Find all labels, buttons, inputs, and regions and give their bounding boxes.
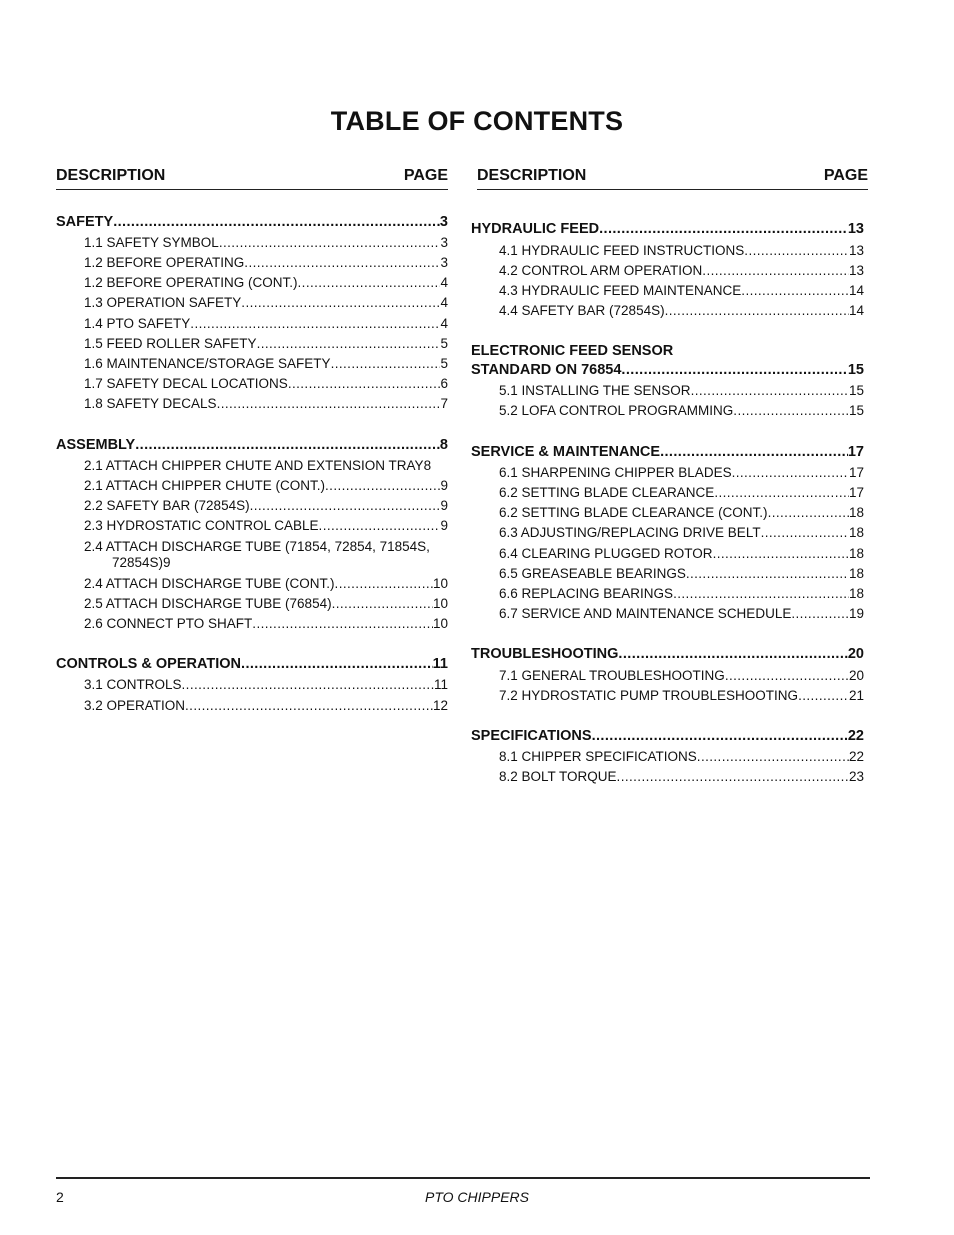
entry-page: 3 <box>439 214 448 230</box>
entry-page: 21 <box>848 688 864 703</box>
toc-entry[interactable] <box>499 383 864 398</box>
entry-label: 8.2 BOLT TORQUE <box>499 769 617 784</box>
toc-entry[interactable] <box>499 749 864 764</box>
entry-page: 5 <box>440 336 448 351</box>
page-header: PAGE <box>403 167 448 184</box>
toc-entry[interactable] <box>84 698 448 713</box>
toc-entry[interactable] <box>84 396 448 411</box>
dot-leader <box>744 243 849 258</box>
toc-section-entry[interactable] <box>56 214 448 230</box>
entry-label: ASSEMBLY <box>56 437 136 453</box>
dot-leader <box>617 769 849 784</box>
entry-page: 12 <box>432 698 448 713</box>
dot-leader <box>725 668 849 683</box>
dot-leader <box>217 396 441 411</box>
entry-page: 10 <box>432 596 448 611</box>
entry-label: 2.3 HYDROSTATIC CONTROL CABLE <box>84 518 319 533</box>
entry-label: 5.1 INSTALLING THE SENSOR <box>499 383 691 398</box>
dot-leader <box>331 356 441 371</box>
entry-label: 1.4 PTO SAFETY <box>84 316 191 331</box>
right-column-header <box>477 166 868 190</box>
entry-page: 14 <box>848 303 864 318</box>
dot-leader <box>288 376 441 391</box>
entry-page: 10 <box>432 616 448 631</box>
entry-page: 3 <box>440 235 448 250</box>
entry-label: SAFETY <box>56 214 114 230</box>
entry-label: 6.6 REPLACING BEARINGS <box>499 586 674 601</box>
entry-label: 2.4 ATTACH DISCHARGE TUBE (CONT.) <box>84 576 335 591</box>
entry-label: 4.2 CONTROL ARM OPERATION <box>499 263 703 278</box>
toc-entry[interactable] <box>499 505 864 520</box>
entry-page: 18 <box>848 566 864 581</box>
entry-label: 6.2 SETTING BLADE CLEARANCE <box>499 485 715 500</box>
entry-page: 15 <box>848 403 864 418</box>
entry-page: 9 <box>440 518 448 533</box>
toc-entry[interactable] <box>84 275 448 290</box>
entry-label: 2.1 ATTACH CHIPPER CHUTE (CONT.) <box>84 478 326 493</box>
entry-page: 20 <box>847 646 864 662</box>
entry-page: 19 <box>848 606 864 621</box>
toc-entry[interactable] <box>84 596 448 611</box>
dot-leader <box>660 444 848 460</box>
entry-label: 2.5 ATTACH DISCHARGE TUBE (76854) <box>84 596 332 611</box>
description-header: DESCRIPTION <box>56 167 166 184</box>
toc-entry[interactable] <box>499 586 864 601</box>
dot-leader <box>791 606 849 621</box>
entry-label: 1.2 BEFORE OPERATING (CONT.) <box>84 275 298 290</box>
entry-page: 13 <box>848 263 864 278</box>
toc-entry[interactable]: 2.1 ATTACH CHIPPER CHUTE AND EXTENSION TRAY8 <box>84 458 432 473</box>
toc-entry[interactable] <box>84 255 448 270</box>
entry-label: 6.1 SHARPENING CHIPPER BLADES <box>499 465 732 480</box>
entry-page: 4 <box>440 295 448 310</box>
entry-label: 7.1 GENERAL TROUBLESHOOTING <box>499 668 725 683</box>
entry-page: 18 <box>848 525 864 540</box>
entry-page: 15 <box>847 362 864 378</box>
entry-label: 5.2 LOFA CONTROL PROGRAMMING <box>499 403 734 418</box>
dot-leader <box>733 403 849 418</box>
dot-leader <box>665 303 849 318</box>
toc-entry[interactable] <box>499 303 864 318</box>
dot-leader <box>768 505 849 520</box>
dot-leader <box>325 478 440 493</box>
left-column-header <box>56 166 448 190</box>
entry-label: STANDARD ON 76854 <box>471 362 622 378</box>
toc-section-entry[interactable] <box>471 362 864 378</box>
toc-section-entry[interactable] <box>56 437 448 453</box>
toc-entry[interactable] <box>84 376 448 391</box>
dot-leader <box>335 576 433 591</box>
entry-page: 15 <box>848 383 864 398</box>
dot-leader <box>185 698 433 713</box>
entry-label: 4.1 HYDRAULIC FEED INSTRUCTIONS <box>499 243 745 258</box>
entry-page: 4 <box>440 316 448 331</box>
dot-leader <box>702 263 849 278</box>
toc-entry[interactable] <box>499 263 864 278</box>
entry-page: 3 <box>440 255 448 270</box>
toc-section-entry[interactable] <box>56 656 448 672</box>
entry-label: 1.1 SAFETY SYMBOL <box>84 235 219 250</box>
entry-label: 6.3 ADJUSTING/REPLACING DRIVE BELT <box>499 525 761 540</box>
entry-label: 1.6 MAINTENANCE/STORAGE SAFETY <box>84 356 331 371</box>
toc-entry[interactable] <box>84 336 448 351</box>
dot-leader <box>319 518 441 533</box>
toc-entry[interactable] <box>84 616 448 631</box>
dot-leader <box>599 221 848 237</box>
entry-page: 11 <box>433 677 448 692</box>
entry-label: SPECIFICATIONS <box>471 728 592 744</box>
dot-leader <box>113 214 440 230</box>
toc-entry[interactable] <box>499 546 864 561</box>
dot-leader <box>741 283 849 298</box>
description-header: DESCRIPTION <box>477 167 587 184</box>
dot-leader <box>135 437 440 453</box>
entry-page: 17 <box>847 444 864 460</box>
toc-entry[interactable]: 2.4 ATTACH DISCHARGE TUBE (71854, 72854, 71854S, <box>84 539 430 554</box>
toc-section-entry[interactable]: ELECTRONIC FEED SENSOR <box>471 343 674 359</box>
entry-page: 14 <box>848 283 864 298</box>
entry-page: 17 <box>848 485 864 500</box>
dot-leader <box>621 362 847 378</box>
toc-entry[interactable] <box>499 668 864 683</box>
entry-label: 1.3 OPERATION SAFETY <box>84 295 242 310</box>
entry-page: 4 <box>440 275 448 290</box>
dot-leader <box>592 728 848 744</box>
toc-entry-continuation: 72854S)9 <box>112 555 171 570</box>
entry-page: 6 <box>440 376 448 391</box>
entry-page: 10 <box>432 576 448 591</box>
dot-leader <box>298 275 441 290</box>
entry-page: 13 <box>847 221 864 237</box>
entry-label: 6.4 CLEARING PLUGGED ROTOR <box>499 546 713 561</box>
entry-page: 5 <box>440 356 448 371</box>
entry-label: 3.2 OPERATION <box>84 698 186 713</box>
dot-leader <box>241 295 440 310</box>
entry-label: 4.3 HYDRAULIC FEED MAINTENANCE <box>499 283 742 298</box>
toc-entry[interactable] <box>84 576 448 591</box>
dot-leader <box>252 616 433 631</box>
dot-leader <box>732 465 849 480</box>
entry-label: 4.4 SAFETY BAR (72854S) <box>499 303 665 318</box>
entry-page: 18 <box>848 505 864 520</box>
toc-entry[interactable] <box>499 465 864 480</box>
toc-entry[interactable] <box>84 295 448 310</box>
entry-page: 11 <box>432 656 448 672</box>
dot-leader <box>250 498 441 513</box>
entry-page: 17 <box>848 465 864 480</box>
dot-leader <box>713 546 849 561</box>
entry-label: SERVICE & MAINTENANCE <box>471 444 661 460</box>
toc-entry[interactable] <box>84 518 448 533</box>
entry-label: 1.8 SAFETY DECALS <box>84 396 217 411</box>
toc-entry[interactable] <box>499 688 864 703</box>
dot-leader <box>761 525 849 540</box>
dot-leader <box>686 566 849 581</box>
entry-page: 9 <box>440 478 448 493</box>
entry-label: TROUBLESHOOTING <box>471 646 619 662</box>
dot-leader <box>219 235 441 250</box>
entry-page: 22 <box>848 749 864 764</box>
entry-label: 7.2 HYDROSTATIC PUMP TROUBLESHOOTING <box>499 688 799 703</box>
toc-section-entry[interactable] <box>471 646 864 662</box>
entry-page: 23 <box>848 769 864 784</box>
dot-leader <box>257 336 441 351</box>
toc-entry[interactable] <box>84 316 448 331</box>
entry-page: 8 <box>439 437 448 453</box>
dot-leader <box>618 646 847 662</box>
toc-entry[interactable] <box>499 566 864 581</box>
toc-section-entry[interactable] <box>471 221 864 237</box>
entry-label: HYDRAULIC FEED <box>471 221 600 237</box>
entry-page: 18 <box>848 546 864 561</box>
entry-label: 6.7 SERVICE AND MAINTENANCE SCHEDULE <box>499 606 792 621</box>
entry-page: 9 <box>440 498 448 513</box>
dot-leader <box>714 485 849 500</box>
dot-leader <box>691 383 849 398</box>
toc-entry[interactable] <box>84 498 448 513</box>
entry-label: 2.6 CONNECT PTO SHAFT <box>84 616 253 631</box>
entry-page: 7 <box>440 396 448 411</box>
toc-entry[interactable] <box>84 235 448 250</box>
toc-entry[interactable] <box>499 283 864 298</box>
toc-entry[interactable] <box>499 403 864 418</box>
toc-entry[interactable] <box>84 677 448 692</box>
dot-leader <box>673 586 849 601</box>
toc-section-entry[interactable] <box>471 444 864 460</box>
dot-leader <box>697 749 849 764</box>
toc-entry[interactable] <box>84 356 448 371</box>
entry-page: 18 <box>848 586 864 601</box>
entry-label: 6.2 SETTING BLADE CLEARANCE (CONT.) <box>499 505 768 520</box>
footer-rule <box>56 1177 870 1179</box>
toc-entry[interactable] <box>84 478 448 493</box>
entry-label: 1.7 SAFETY DECAL LOCATIONS <box>84 376 288 391</box>
page-header: PAGE <box>823 167 868 184</box>
toc-section-entry[interactable] <box>471 728 864 744</box>
toc-entry[interactable] <box>499 606 864 621</box>
dot-leader <box>182 677 434 692</box>
page-title: TABLE OF CONTENTS <box>330 106 624 136</box>
entry-page: 20 <box>848 668 864 683</box>
toc-entry[interactable] <box>499 525 864 540</box>
dot-leader <box>798 688 849 703</box>
entry-label: CONTROLS & OPERATION <box>56 656 242 672</box>
entry-label: 1.2 BEFORE OPERATING <box>84 255 245 270</box>
footer-title: PTO CHIPPERS <box>425 1189 529 1205</box>
page-number: 2 <box>56 1189 64 1205</box>
dot-leader <box>241 656 433 672</box>
entry-label: 3.1 CONTROLS <box>84 677 182 692</box>
toc-entry[interactable] <box>499 243 864 258</box>
entry-label: 2.2 SAFETY BAR (72854S) <box>84 498 250 513</box>
toc-entry[interactable] <box>499 769 864 784</box>
dot-leader <box>190 316 440 331</box>
entry-label: 1.5 FEED ROLLER SAFETY <box>84 336 257 351</box>
dot-leader <box>244 255 440 270</box>
entry-label: 6.5 GREASEABLE BEARINGS <box>499 566 686 581</box>
toc-entry[interactable] <box>499 485 864 500</box>
entry-page: 13 <box>848 243 864 258</box>
entry-page: 22 <box>847 728 864 744</box>
dot-leader <box>332 596 433 611</box>
entry-label: 8.1 CHIPPER SPECIFICATIONS <box>499 749 697 764</box>
